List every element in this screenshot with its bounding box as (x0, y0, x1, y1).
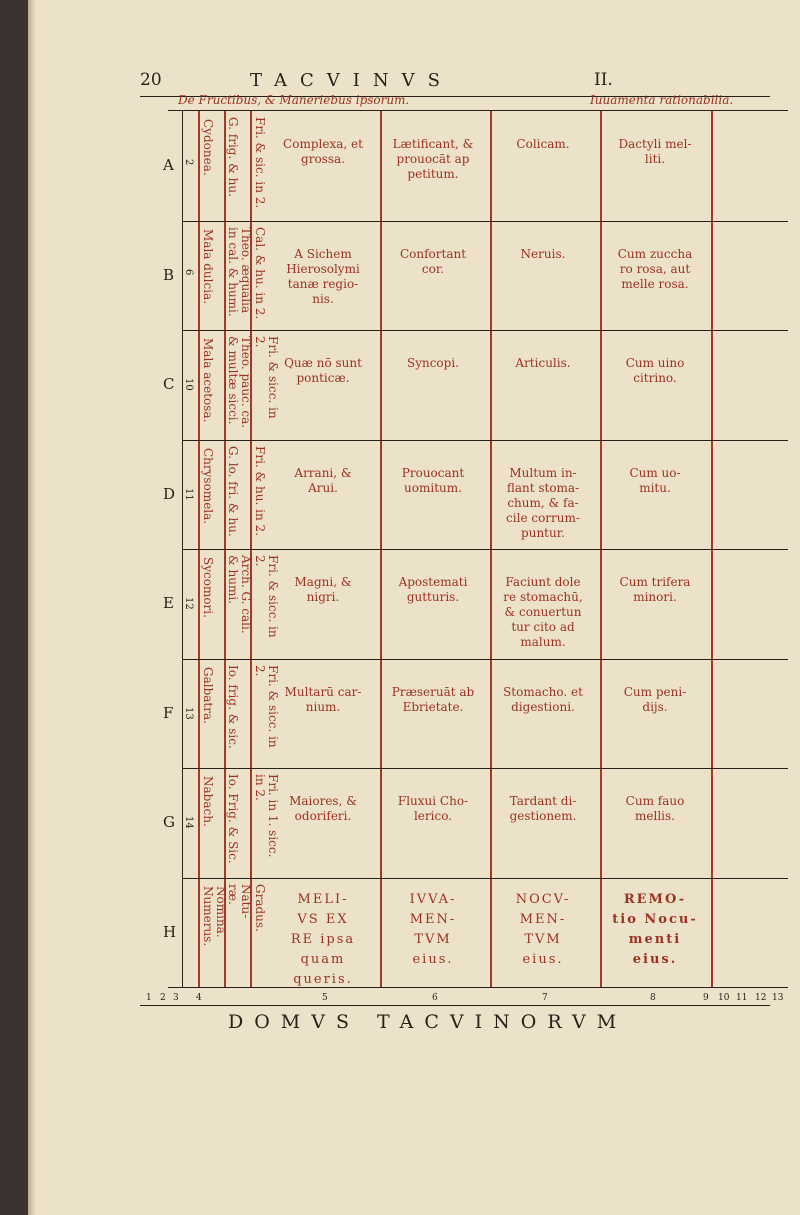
row-rule (182, 440, 788, 441)
row-rule (182, 330, 788, 331)
table-cell: Lætificant, & prouocāt ap petitum. (392, 137, 474, 181)
row-letter: B (163, 265, 175, 284)
fruit-name: Chrysomela. (201, 447, 215, 524)
column-number: 1 (146, 993, 152, 1003)
table-cell: Tardant di- gestionem. (509, 794, 577, 823)
table-cell: Stomacho. et digestioni. (503, 684, 583, 714)
table-cell: Quæ nō sunt ponticæ. (284, 356, 362, 385)
column-number: 5 (322, 993, 328, 1003)
table-cell: REMO- tio Nocu- menti eius. (612, 891, 698, 967)
table-cell: Multarū car- nium. (284, 684, 362, 714)
subtitle-right: Iuuamenta rationabilia. (590, 93, 734, 107)
authority-quality: Theo. pauc. ca. & multæ sicci. (226, 336, 253, 429)
column-number: 8 (650, 993, 656, 1003)
tacuinum-table (163, 110, 788, 988)
row-rule (182, 768, 788, 769)
book-page (28, 0, 800, 1215)
fruit-name: Nabach. (201, 776, 215, 827)
column-number: 6 (432, 993, 438, 1003)
column-number: 4 (196, 993, 202, 1003)
table-cell: Cum uo- mitu. (629, 465, 681, 495)
degree: Fri. & sicc. in 2. (253, 664, 280, 748)
table-cell: Colicam. (516, 137, 570, 151)
fruit-name: Sycomori. (201, 557, 215, 618)
column-number: 10 (718, 993, 730, 1003)
row-number: 2 (183, 159, 194, 166)
row-letter: E (163, 594, 174, 612)
authority-quality: Io. Frig. & Sic. (226, 774, 240, 864)
table-cell: Dactyli mel- liti. (618, 137, 692, 166)
table-cell: IVVA- MEN- TVM eius. (409, 891, 457, 967)
table-cell: Magni, & nigri. (294, 575, 352, 604)
degree: Fri. & sicc. in 2. (253, 555, 280, 638)
footer-title: DOMVS TACVINORVM (228, 1011, 628, 1033)
table-cell: Cum zuccha ro rosa, aut melle rosa. (617, 246, 693, 291)
authority-quality: G. frig. & hu. (226, 117, 240, 197)
folio-number: II. (594, 70, 613, 90)
table-cell: Complexa, et grossa. (283, 137, 363, 166)
running-head (28, 70, 800, 94)
table-cell: A Sichem Hierosolymi tanæ regio- nis. (286, 246, 360, 306)
subtitle-left: De Fructibus, & Maneriebus ipsorum. (178, 93, 410, 107)
table-cell: Confortant cor. (399, 246, 467, 276)
row-letter: A (163, 156, 174, 174)
row-letter: C (163, 375, 175, 393)
column-number: 11 (736, 993, 748, 1003)
table-cell: Apostemati gutturis. (398, 575, 468, 604)
column-number: 3 (173, 993, 179, 1003)
row-number: 6 (183, 268, 194, 275)
authority-quality: Io. frig. & sic. (226, 664, 240, 749)
footer-rule (140, 1005, 770, 1006)
row-number: 13 (183, 706, 194, 720)
degree: Gradus. (253, 883, 267, 932)
degree: Fri. & sicc. in 2. (253, 336, 280, 419)
table-cell: Articulis. (515, 356, 571, 370)
row-letter: G (163, 813, 175, 831)
table-cell: NOCV- MEN- TVM eius. (515, 891, 571, 967)
page-gutter (28, 0, 36, 1215)
degree: Fri. in 1. sicc. in 2. (253, 774, 280, 858)
row-letter: F (163, 703, 174, 722)
fruit-name: Cydonea. (201, 119, 215, 176)
fruit-name: Mala dulcia. (201, 228, 215, 304)
table-cell: Fluxui Cho- lerico. (397, 794, 469, 823)
table-cell: Maiores, & odoriferi. (289, 794, 357, 823)
table-cell: Syncopi. (406, 356, 459, 370)
row-rule (182, 659, 788, 660)
row-rule (182, 221, 788, 222)
row-number: 12 (183, 597, 194, 610)
authority-quality: Arch. G. cali. & humi. (226, 555, 253, 634)
row-number: 14 (183, 816, 194, 829)
table-cell: Præseruāt ab Ebrietate. (391, 684, 475, 714)
row-number: 10 (183, 378, 194, 391)
table-cell: Arrani, & Arui. (294, 465, 352, 495)
page-number: 20 (140, 70, 162, 90)
running-title: TACVINVS (250, 70, 453, 91)
column-number: 7 (542, 993, 548, 1003)
fruit-name: Galbatra. (201, 666, 215, 724)
table-cell: Faciunt dole re stomachū, & conuertun tur cito ad malum. (503, 575, 583, 649)
row-rule (182, 549, 788, 550)
table-cell: Cum trifera minori. (619, 575, 691, 604)
authority-quality: Natu- ræ. (226, 883, 253, 918)
row-number: 11 (183, 487, 194, 501)
fruit-name: Nomina. Numerus. (201, 885, 228, 946)
row-rule (182, 878, 788, 879)
table-cell: Cum uino citrino. (625, 356, 685, 385)
table-cell: Cum fauo mellis. (625, 794, 685, 823)
table-cell: Prouocant uomitum. (401, 465, 465, 495)
authority-quality: G. lo. fri. & hu. (226, 445, 240, 537)
column-number: 12 (755, 993, 767, 1003)
column-number: 9 (703, 993, 709, 1003)
row-letter: D (163, 484, 176, 503)
column-number: 13 (772, 993, 784, 1003)
table-cell: Cum peni- dijs. (623, 684, 687, 714)
column-number: 2 (160, 993, 166, 1003)
degree: Fri. & sic. in 2. (253, 117, 267, 209)
table-cell: Multum in- flant stoma- chum, & fa- cile corrum- puntur. (506, 465, 580, 540)
row-letter: H (163, 922, 177, 941)
authority-quality: Theo. æqualia in cal. & humi. (226, 226, 253, 317)
table-cell: Neruis. (520, 246, 566, 261)
degree: Cal. & hu. in 2. (253, 226, 267, 319)
table-cell: MELI- VS EX RE ipsa quam queris. (290, 891, 356, 987)
degree: Fri. & hu. in 2. (253, 445, 267, 536)
fruit-name: Mala acetosa. (201, 338, 215, 423)
